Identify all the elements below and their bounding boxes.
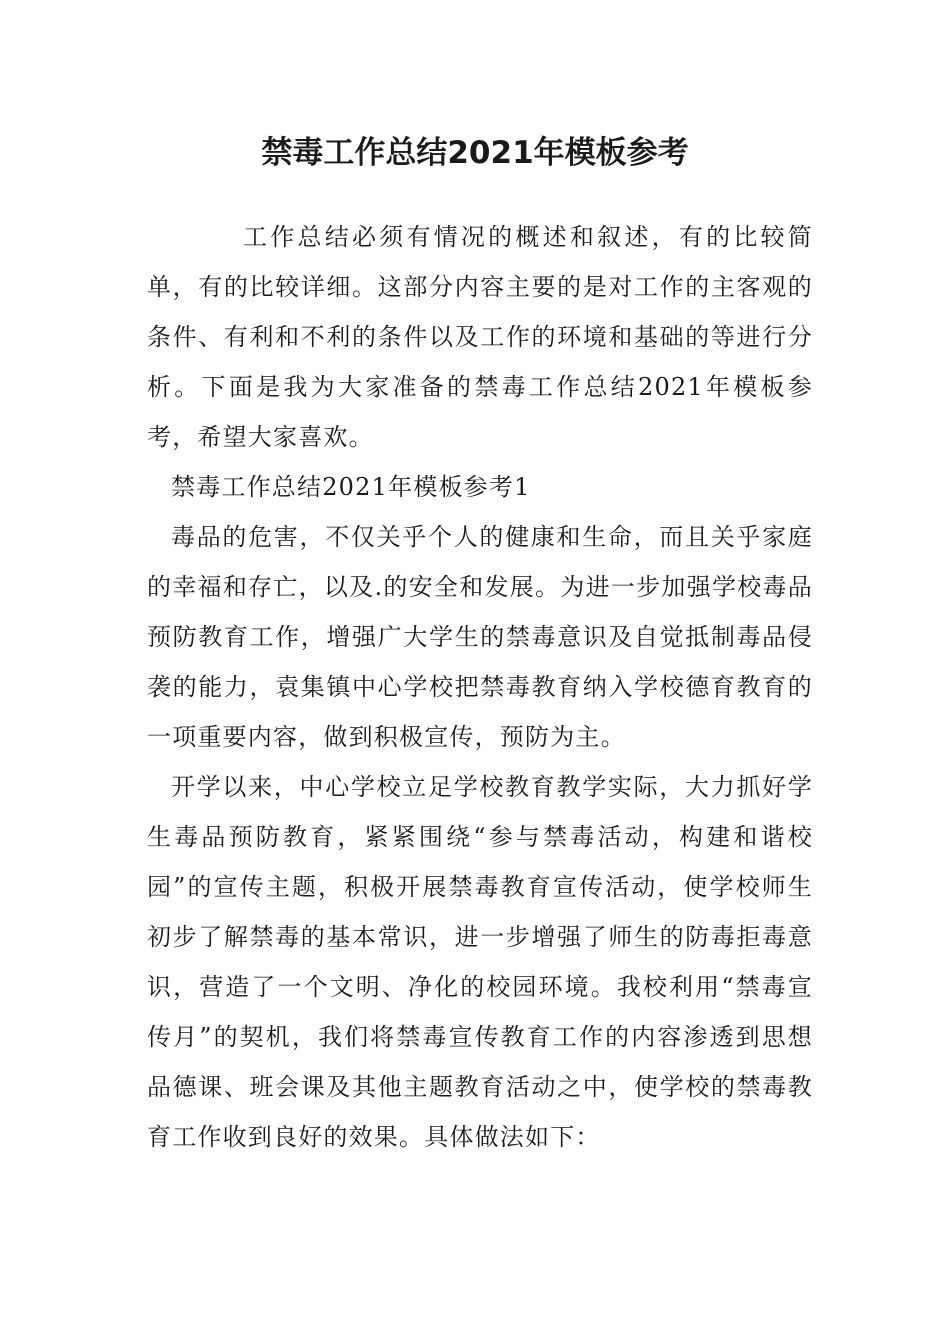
document-body [147, 212, 813, 1162]
section-heading: 禁毒工作总结2021年模板参考1 [171, 473, 531, 501]
body-paragraph-1: 毒品的危害，不仅关乎个人的健康和生命，而且关乎家庭的幸福和存亡，以及.的安全和发展。为进一步加强学校毒品预防教育工作，增强广大学生的禁毒意识及自觉抵制毒品侵袭的能力，袁集镇中心学校把禁毒教育纳入学校德育教育的一项重要内容，做到积极宣传，预防为主。 [147, 523, 813, 751]
intro-paragraph: 工作总结必须有情况的概述和叙述，有的比较简单，有的比较详细。这部分内容主要的是对工作的主客观的条件、有利和不利的条件以及工作的环境和基础的等进行分析。下面是我为大家准备的禁毒工作总结2021年模板参考，希望大家喜欢。 [147, 223, 813, 451]
document-title: 禁毒工作总结2021年模板参考 [261, 135, 689, 171]
body-paragraph-2: 开学以来，中心学校立足学校教育教学实际，大力抓好学生毒品预防教育，紧紧围绕“参与禁毒活动，构建和谐校园”的宣传主题，积极开展禁毒教育宣传活动，使学校师生初步了解禁毒的基本常识，进一步增强了师生的防毒拒毒意识，营造了一个文明、净化的校园环境。我校利用“禁毒宣传月”的契机，我们将禁毒宣传教育工作的内容渗透到思想品德课、班会课及其他主题教育活动之中，使学校的禁毒教育工作收到良好的效果。具体做法如下： [147, 773, 813, 1151]
